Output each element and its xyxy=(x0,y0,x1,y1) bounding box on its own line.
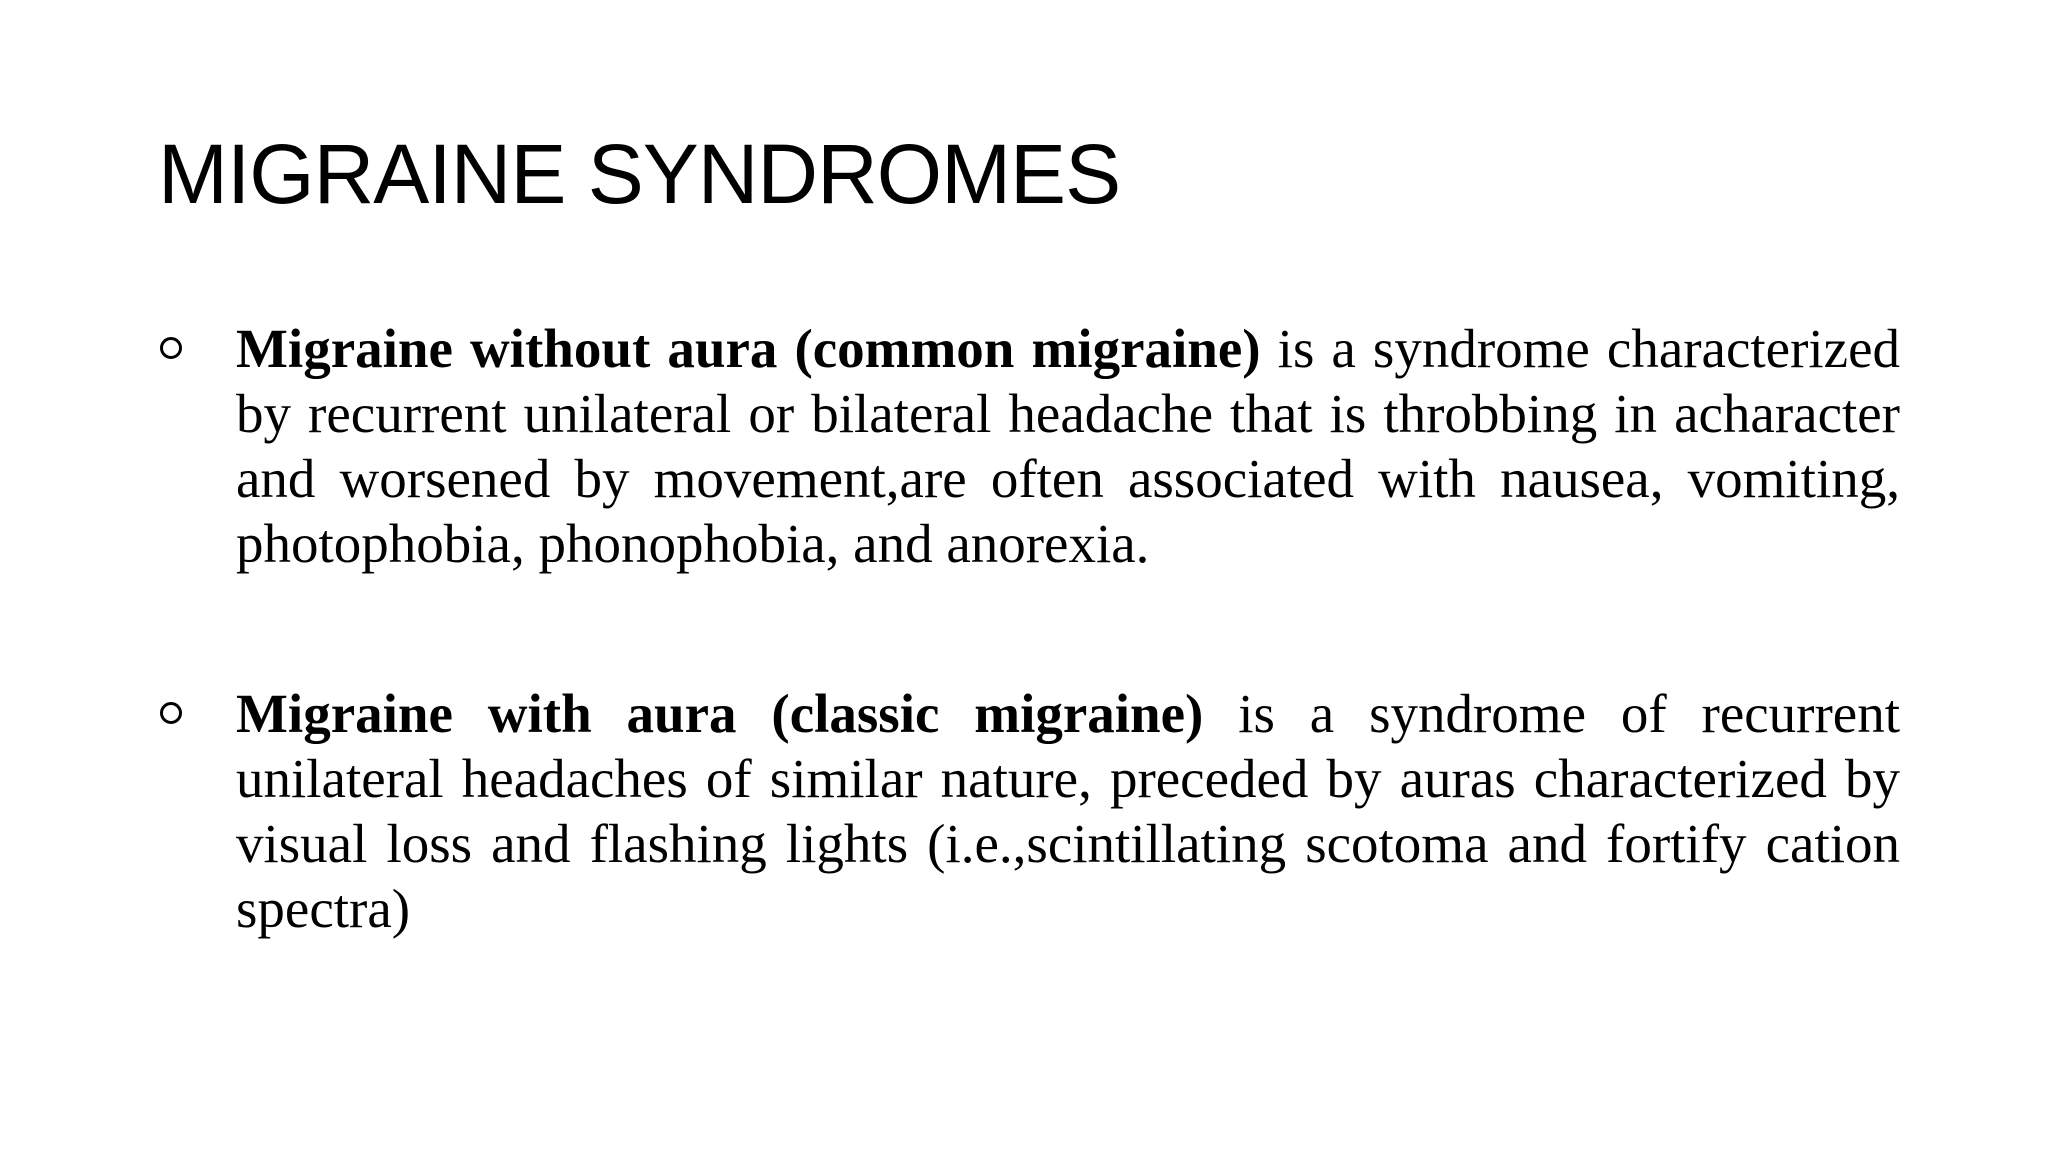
bullet-term: Migraine without aura (common migraine) xyxy=(236,318,1261,379)
bullet-item-migraine-with-aura xyxy=(160,681,1900,941)
hollow-circle-bullet-icon xyxy=(160,337,182,359)
hollow-circle-bullet-icon xyxy=(160,702,182,724)
slide-title: MIGRAINE SYNDROMES xyxy=(158,127,1121,221)
bullet-text: is a syndrome of recurrent unilateral headaches of similar nature, preceded by auras characterized by visual loss and flashing lights (i.e.,scintillating scotoma and fortify cation spectra) xyxy=(236,683,1900,939)
bullet-text: is a syndrome characterized by recurrent unilateral or bilateral headache that is throbbing in acharacter and worsened by movement,are often associated with nausea, vomiting, photophobia, phonophobia, and anorexia. xyxy=(236,318,1900,574)
bullet-list xyxy=(160,316,1900,941)
bullet-term: Migraine with aura (classic migraine) xyxy=(236,683,1204,744)
bullet-item-migraine-without-aura xyxy=(160,316,1900,576)
